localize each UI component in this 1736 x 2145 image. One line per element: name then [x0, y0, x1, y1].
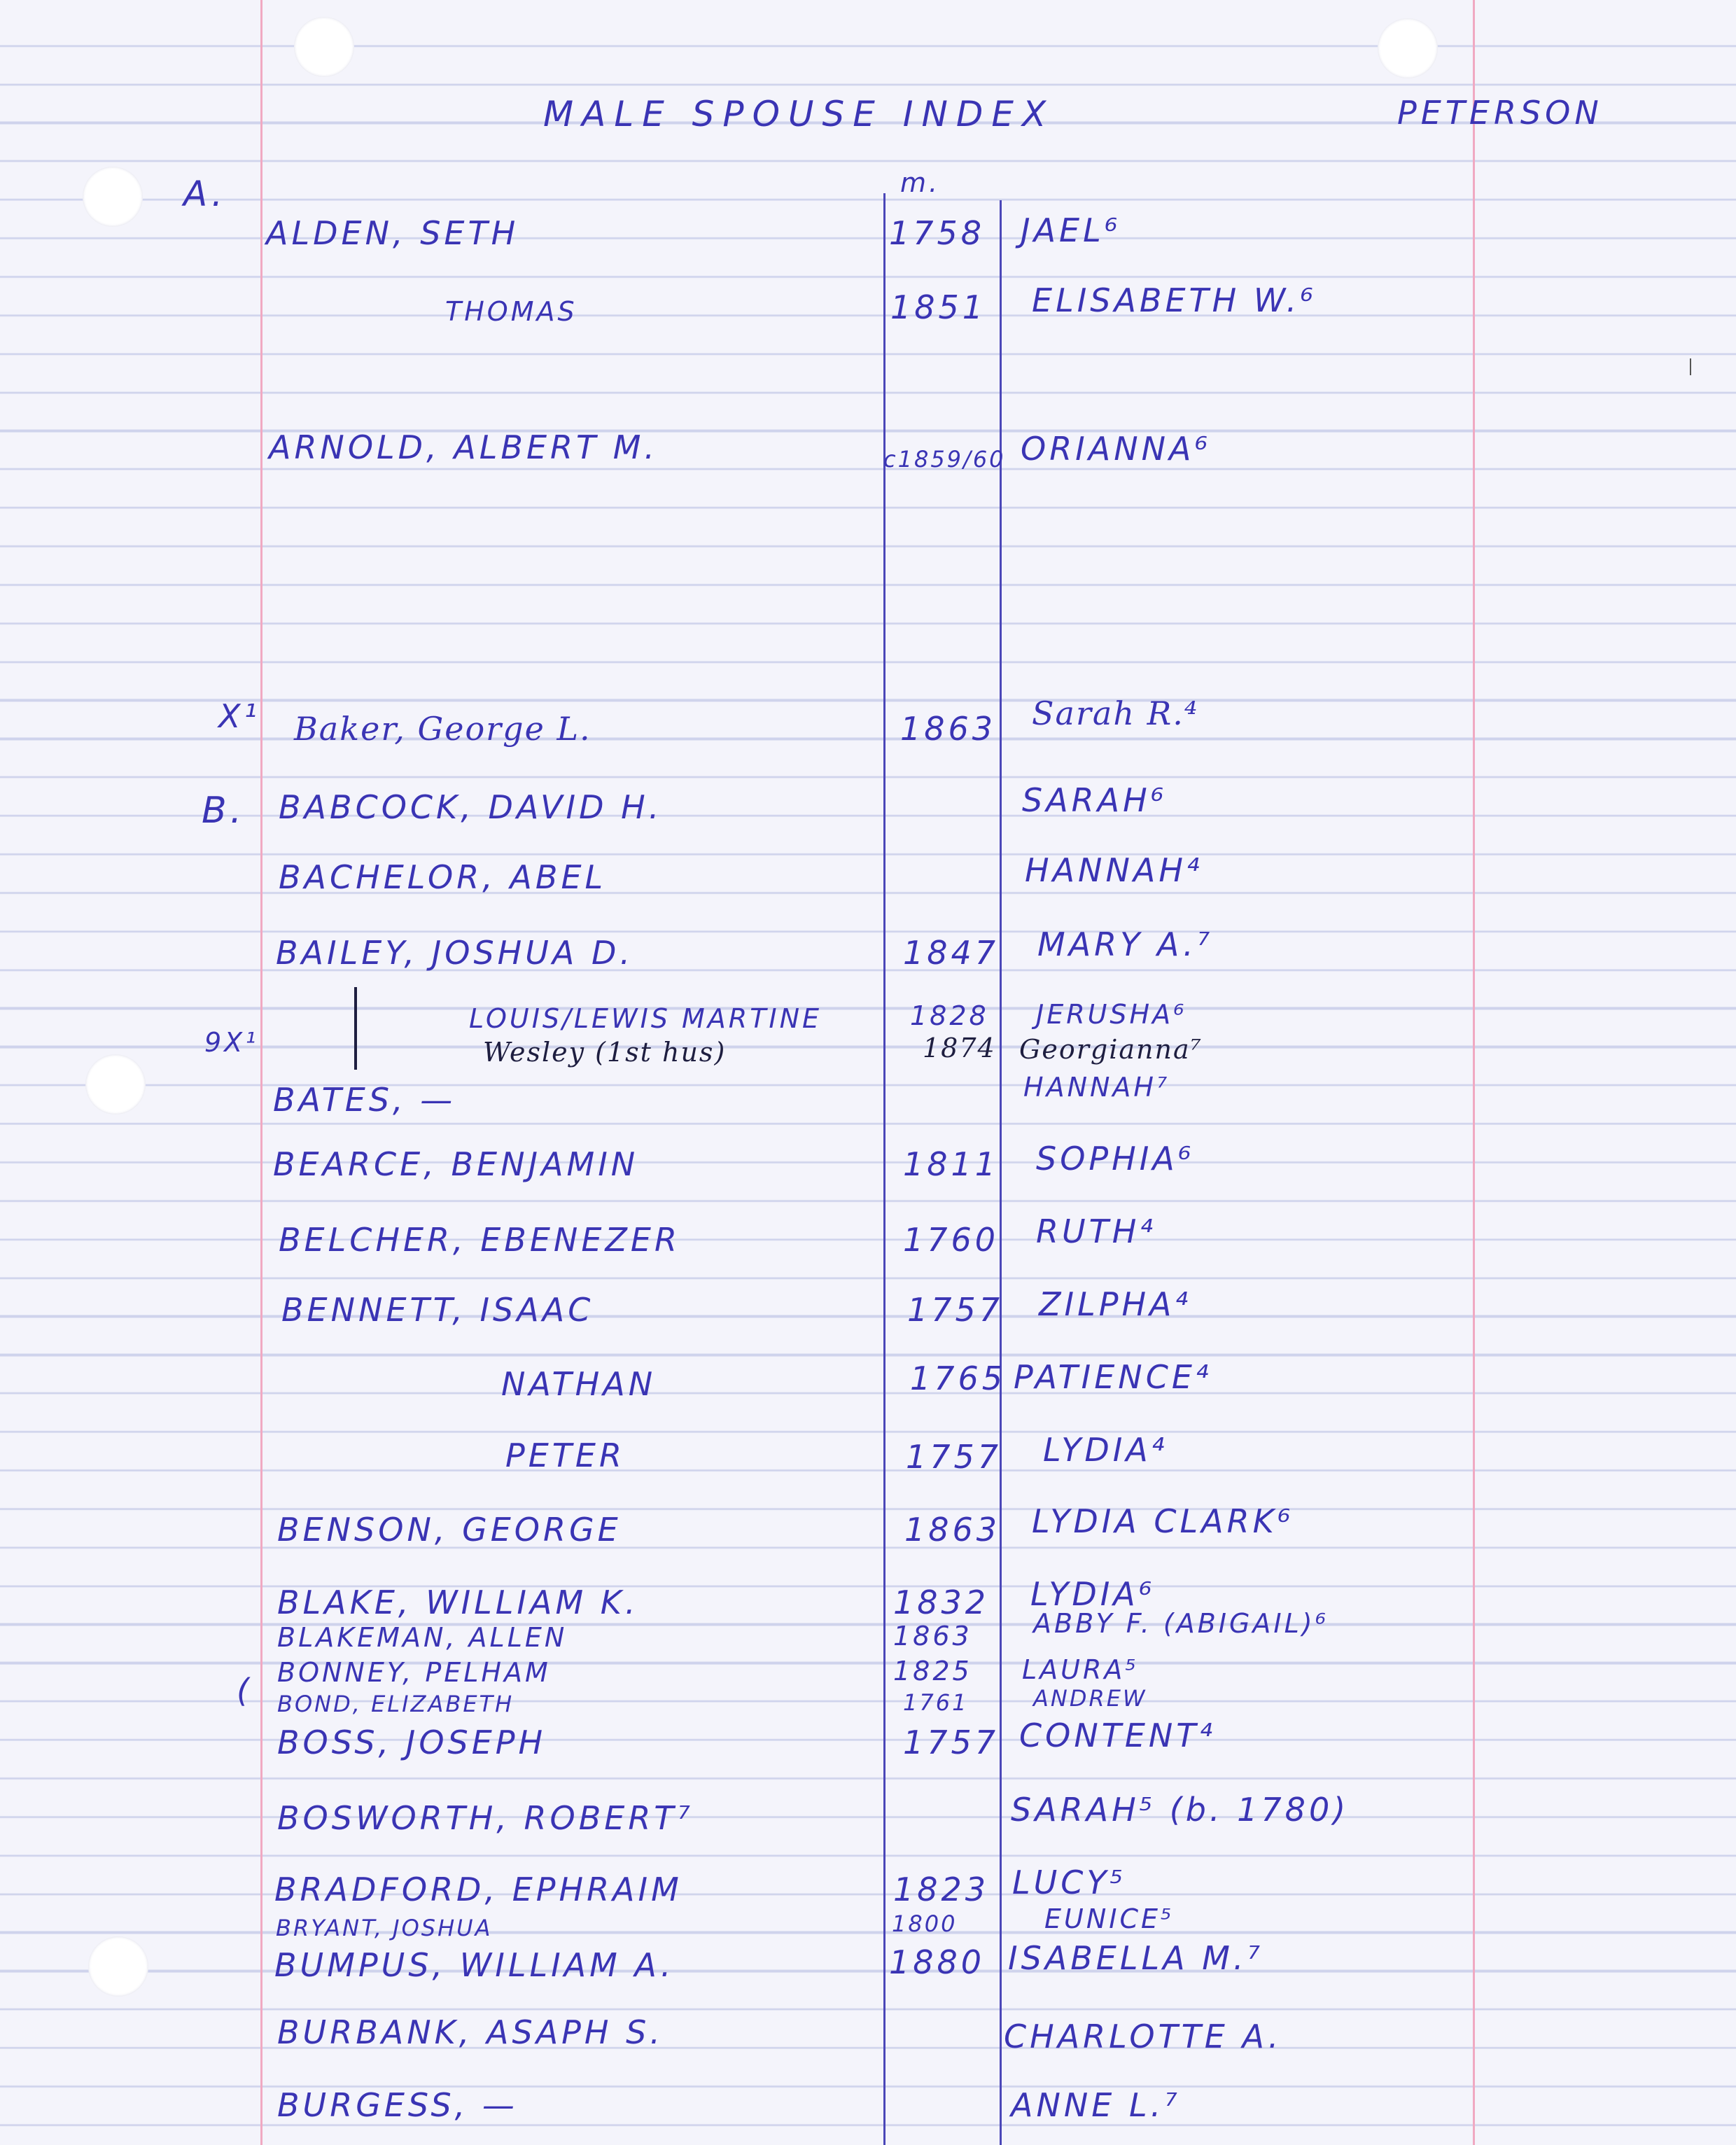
spouse-column-rule	[1000, 200, 1002, 2145]
entry-name: BOND, ELIZABETH	[277, 1691, 514, 1717]
entry-spouse: Sarah R.⁴	[1032, 694, 1199, 732]
entry-year: 1825	[893, 1656, 972, 1686]
entry-name: BENNETT, ISAAC	[281, 1291, 594, 1329]
entry-name: BOSWORTH, ROBERT⁷	[277, 1799, 694, 1837]
entry-year: c1859/60	[883, 446, 1006, 473]
entry-year: 1863	[904, 1511, 1001, 1549]
entry-spouse: ABBY F. (ABIGAIL)⁶	[1033, 1608, 1329, 1639]
entry-name: BEARCE, BENJAMIN	[273, 1145, 639, 1183]
entry-spouse: LYDIA CLARK⁶	[1032, 1502, 1294, 1540]
left-margin-line	[260, 0, 262, 2145]
side-mark-paren: (	[237, 1672, 253, 1710]
entry-name: ARNOLD, ALBERT M.	[269, 428, 659, 466]
entry-spouse: MARY A.⁷	[1037, 925, 1214, 963]
punch-hole	[1378, 18, 1438, 78]
entry-spouse: ELISABETH W.⁶	[1032, 281, 1317, 319]
entry-name: NATHAN	[501, 1365, 657, 1403]
entry-spouse: PATIENCE⁴	[1014, 1358, 1212, 1396]
entry-spouse: CHARLOTTE A.	[1004, 2018, 1282, 2055]
marriage-column-marker: m.	[900, 167, 941, 198]
entry-name: BAILEY, JOSHUA D.	[276, 934, 634, 972]
entry-year: 1757	[907, 1291, 1004, 1329]
entry-spouse: ISABELLA M.⁷	[1008, 1939, 1264, 1977]
stray-mark	[1690, 358, 1691, 375]
entry-name: BATES, —	[273, 1081, 456, 1119]
entry-name: BLAKE, WILLIAM K.	[277, 1584, 639, 1621]
entry-year: 1800	[892, 1910, 958, 1937]
entry-name: Baker, George L.	[294, 710, 592, 748]
entry-name: LOUIS/LEWIS MARTINE	[469, 1003, 822, 1034]
entry-name: BURGESS, —	[277, 2086, 518, 2124]
entry-name: BURBANK, ASAPH S.	[277, 2013, 664, 2051]
entry-name: BLAKEMAN, ALLEN	[277, 1622, 568, 1653]
entry-name: BABCOCK, DAVID H.	[279, 788, 663, 826]
section-letter-b: B.	[202, 790, 246, 832]
entry-spouse: SOPHIA⁶	[1036, 1140, 1195, 1178]
entry-spouse: RUTH⁴	[1036, 1213, 1156, 1250]
entry-spouse: ANNE L.⁷	[1011, 2086, 1181, 2124]
entry-name: BOSS, JOSEPH	[277, 1724, 547, 1761]
entry-year: 1863	[893, 1621, 972, 1651]
entry-name: BRADFORD, EPHRAIM	[274, 1871, 682, 1908]
side-mark-9x1: 9X¹	[204, 1027, 259, 1058]
entry-name: PETER	[505, 1437, 625, 1474]
entry-year: 1880	[889, 1943, 986, 1981]
entry-year: 1863	[900, 710, 997, 748]
entry-year: 1851	[890, 288, 987, 326]
entry-spouse: LYDIA⁶	[1030, 1575, 1156, 1613]
entry-year: 1828	[910, 1000, 989, 1031]
entry-name: BELCHER, EBENEZER	[279, 1221, 680, 1259]
year-column-rule	[883, 193, 886, 2145]
punch-hole	[83, 167, 143, 227]
entry-spouse: ANDREW	[1033, 1685, 1147, 1712]
entry-year: 1761	[903, 1689, 969, 1716]
entry-spouse: LYDIA⁴	[1043, 1431, 1168, 1469]
index-title: MALE SPOUSE INDEX	[543, 94, 1055, 134]
entry-year: 1760	[903, 1221, 1000, 1259]
section-letter-a: A.	[183, 174, 227, 214]
entry-year: 1765	[910, 1360, 1007, 1397]
entry-name: THOMAS	[445, 296, 578, 327]
entry-name: BENSON, GEORGE	[277, 1511, 622, 1549]
entry-spouse: SARAH⁵ (b. 1780)	[1011, 1791, 1350, 1829]
entry-spouse: ZILPHA⁴	[1039, 1285, 1191, 1323]
entry-spouse: JAEL⁶	[1021, 211, 1121, 249]
entry-year: 1757	[903, 1724, 1000, 1761]
entry-spouse: CONTENT⁴	[1019, 1717, 1216, 1754]
entry-spouse: ORIANNA⁶	[1021, 430, 1211, 468]
right-margin-line	[1473, 0, 1475, 2145]
entry-spouse: LAURA⁵	[1022, 1654, 1139, 1685]
entry-name: ALDEN, SETH	[266, 214, 519, 252]
side-mark-x1: X¹	[218, 697, 260, 735]
punch-hole	[88, 1936, 148, 1997]
entry-year: 1847	[903, 934, 1000, 972]
entry-year: 1823	[893, 1871, 990, 1908]
entry-spouse: SARAH⁶	[1022, 781, 1168, 819]
entry-name: BRYANT, JOSHUA	[276, 1915, 493, 1941]
entry-name: BUMPUS, WILLIAM A.	[274, 1946, 675, 1984]
family-name: PETERSON	[1397, 94, 1603, 132]
entry-spouse: LUCY⁵	[1012, 1864, 1126, 1901]
entry-name: Wesley (1st hus)	[483, 1037, 727, 1068]
entry-year: 1874	[923, 1033, 996, 1063]
entry-spouse: JERUSHA⁶	[1036, 999, 1187, 1030]
entry-spouse: HANNAH⁷	[1023, 1072, 1170, 1103]
entry-year: 1811	[903, 1145, 1000, 1183]
punch-hole	[85, 1054, 146, 1115]
entry-year: 1758	[889, 214, 986, 252]
entry-spouse: EUNICE⁵	[1044, 1903, 1175, 1934]
bracket-mark	[354, 987, 357, 1070]
entry-name: BONNEY, PELHAM	[277, 1657, 551, 1688]
entry-year: 1832	[893, 1584, 990, 1621]
entry-spouse: Georgianna⁷	[1019, 1034, 1203, 1065]
entry-name: BACHELOR, ABEL	[279, 858, 607, 896]
entry-year: 1757	[906, 1438, 1002, 1476]
punch-hole	[294, 17, 354, 77]
entry-spouse: HANNAH⁴	[1025, 851, 1203, 889]
